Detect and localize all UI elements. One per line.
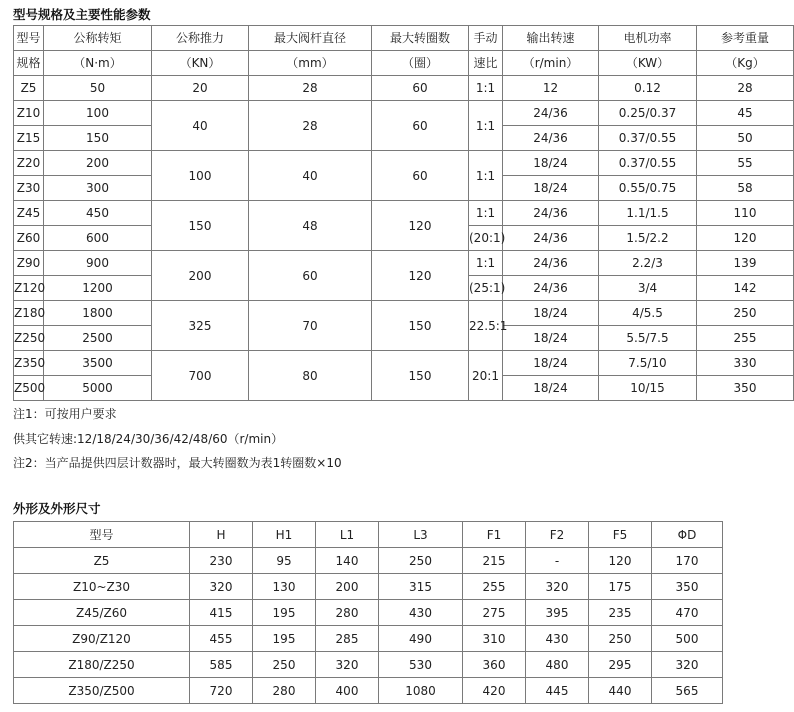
torque-cell: 1200 — [44, 276, 152, 301]
dims-cell: Z5 — [14, 548, 190, 574]
weight-cell: 255 — [697, 326, 794, 351]
table-row — [14, 201, 794, 226]
dims-cell: 250 — [379, 548, 463, 574]
dims-cell: 350 — [652, 574, 723, 600]
note-1: 注1：可按用户要求 — [13, 407, 117, 421]
dims-cell: 195 — [253, 626, 316, 652]
weight-cell: 28 — [697, 76, 794, 101]
dims-cell: 565 — [652, 678, 723, 704]
stem-cell: 28 — [249, 101, 372, 151]
speed-cell: 18/24 — [503, 176, 599, 201]
stem-cell: 80 — [249, 351, 372, 401]
torque-cell: 200 — [44, 151, 152, 176]
dims-table — [13, 521, 723, 704]
speed-cell: 12 — [503, 76, 599, 101]
power-cell: 0.25/0.37 — [599, 101, 697, 126]
speed-cell: 18/24 — [503, 376, 599, 401]
thrust-cell: 40 — [152, 101, 249, 151]
ratio-cell: 1:1 — [469, 76, 503, 101]
model-cell: Z120 — [14, 276, 44, 301]
dims-cell: 320 — [190, 574, 253, 600]
dims-cell: 400 — [316, 678, 379, 704]
dims-cell: Z45/Z60 — [14, 600, 190, 626]
header-turns-unit: （圈） — [372, 51, 469, 76]
spec-table — [13, 25, 794, 401]
dims-cell: 310 — [463, 626, 526, 652]
model-cell: Z250 — [14, 326, 44, 351]
power-cell: 1.1/1.5 — [599, 201, 697, 226]
thrust-cell: 325 — [152, 301, 249, 351]
dims-cell: 455 — [190, 626, 253, 652]
ratio-cell: 1:1 — [469, 151, 503, 201]
power-cell: 0.37/0.55 — [599, 151, 697, 176]
header-power: 电机功率 — [599, 26, 697, 51]
weight-cell: 250 — [697, 301, 794, 326]
dims-cell: 140 — [316, 548, 379, 574]
turns-cell: 150 — [372, 351, 469, 401]
dims-cell: 170 — [652, 548, 723, 574]
model-cell: Z45 — [14, 201, 44, 226]
spec-header-row-2 — [14, 51, 794, 76]
turns-cell: 150 — [372, 301, 469, 351]
dims-cell: 175 — [589, 574, 652, 600]
stem-cell: 28 — [249, 76, 372, 101]
dims-cell: 445 — [526, 678, 589, 704]
header-weight: 参考重量 — [697, 26, 794, 51]
dims-cell: 250 — [253, 652, 316, 678]
thrust-cell: 100 — [152, 151, 249, 201]
torque-cell: 450 — [44, 201, 152, 226]
header-weight-unit: （Kg） — [697, 51, 794, 76]
header-speed-unit: （r/min） — [503, 51, 599, 76]
speed-cell: 24/36 — [503, 276, 599, 301]
dims-cell: - — [526, 548, 589, 574]
power-cell: 0.55/0.75 — [599, 176, 697, 201]
thrust-cell: 150 — [152, 201, 249, 251]
model-cell: Z350 — [14, 351, 44, 376]
dims-cell: 280 — [316, 600, 379, 626]
dims-cell: 315 — [379, 574, 463, 600]
stem-cell: 40 — [249, 151, 372, 201]
power-cell: 7.5/10 — [599, 351, 697, 376]
model-cell: Z20 — [14, 151, 44, 176]
torque-cell: 3500 — [44, 351, 152, 376]
speed-cell: 18/24 — [503, 151, 599, 176]
power-cell: 0.12 — [599, 76, 697, 101]
table-row — [14, 574, 723, 600]
dims-cell: 120 — [589, 548, 652, 574]
dims-header-l3: L3 — [379, 522, 463, 548]
power-cell: 3/4 — [599, 276, 697, 301]
weight-cell: 139 — [697, 251, 794, 276]
table-row — [14, 351, 794, 376]
model-cell: Z10 — [14, 101, 44, 126]
stem-cell: 48 — [249, 201, 372, 251]
dims-cell: 255 — [463, 574, 526, 600]
thrust-cell: 20 — [152, 76, 249, 101]
dims-cell: Z90/Z120 — [14, 626, 190, 652]
speed-cell: 18/24 — [503, 301, 599, 326]
turns-cell: 60 — [372, 76, 469, 101]
dims-cell: 420 — [463, 678, 526, 704]
dims-cell: 415 — [190, 600, 253, 626]
model-cell: Z500 — [14, 376, 44, 401]
dims-cell: 1080 — [379, 678, 463, 704]
spec-header-row-1 — [14, 26, 794, 51]
power-cell: 4/5.5 — [599, 301, 697, 326]
header-stem: 最大阀杆直径 — [249, 26, 372, 51]
dims-header-f5: F5 — [589, 522, 652, 548]
speed-cell: 24/36 — [503, 126, 599, 151]
header-model: 型号 — [14, 26, 44, 51]
dims-table-title: 外形及外形尺寸 — [13, 501, 101, 516]
model-cell: Z180 — [14, 301, 44, 326]
note-speeds: 供其它转速:12/18/24/30/36/42/48/60（r/min） — [13, 432, 284, 446]
torque-cell: 600 — [44, 226, 152, 251]
power-cell: 2.2/3 — [599, 251, 697, 276]
table-row — [14, 251, 794, 276]
weight-cell: 58 — [697, 176, 794, 201]
weight-cell: 330 — [697, 351, 794, 376]
dims-cell: 195 — [253, 600, 316, 626]
dims-header-model: 型号 — [14, 522, 190, 548]
dims-cell: 430 — [379, 600, 463, 626]
weight-cell: 142 — [697, 276, 794, 301]
speed-cell: 24/36 — [503, 101, 599, 126]
weight-cell: 110 — [697, 201, 794, 226]
stem-cell: 70 — [249, 301, 372, 351]
dims-cell: 95 — [253, 548, 316, 574]
dims-cell: 235 — [589, 600, 652, 626]
ratio-cell: 1:1 — [469, 251, 503, 276]
thrust-cell: 200 — [152, 251, 249, 301]
table-row — [14, 652, 723, 678]
header-speed: 输出转速 — [503, 26, 599, 51]
power-cell: 1.5/2.2 — [599, 226, 697, 251]
dims-header-row — [14, 522, 723, 548]
model-cell: Z90 — [14, 251, 44, 276]
dims-header-f2: F2 — [526, 522, 589, 548]
dims-cell: 530 — [379, 652, 463, 678]
torque-cell: 900 — [44, 251, 152, 276]
weight-cell: 55 — [697, 151, 794, 176]
header-thrust: 公称推力 — [152, 26, 249, 51]
turns-cell: 60 — [372, 151, 469, 201]
dims-cell: 320 — [316, 652, 379, 678]
dims-cell: 295 — [589, 652, 652, 678]
speed-cell: 24/36 — [503, 201, 599, 226]
dims-header-h: H — [190, 522, 253, 548]
torque-cell: 1800 — [44, 301, 152, 326]
dims-header-phid: ΦD — [652, 522, 723, 548]
header-stem-unit: （mm） — [249, 51, 372, 76]
dims-header-f1: F1 — [463, 522, 526, 548]
table-row — [14, 626, 723, 652]
table-row — [14, 301, 794, 326]
weight-cell: 50 — [697, 126, 794, 151]
ratio-cell: (20:1) — [469, 226, 503, 251]
dims-header-h1: H1 — [253, 522, 316, 548]
model-cell: Z15 — [14, 126, 44, 151]
dims-cell: 230 — [190, 548, 253, 574]
table-row — [14, 678, 723, 704]
weight-cell: 350 — [697, 376, 794, 401]
header-thrust-unit: （KN） — [152, 51, 249, 76]
torque-cell: 5000 — [44, 376, 152, 401]
dims-cell: 130 — [253, 574, 316, 600]
table-row — [14, 101, 794, 126]
torque-cell: 150 — [44, 126, 152, 151]
power-cell: 5.5/7.5 — [599, 326, 697, 351]
speed-cell: 18/24 — [503, 351, 599, 376]
torque-cell: 50 — [44, 76, 152, 101]
dims-cell: 360 — [463, 652, 526, 678]
power-cell: 10/15 — [599, 376, 697, 401]
weight-cell: 120 — [697, 226, 794, 251]
speed-cell: 24/36 — [503, 226, 599, 251]
stem-cell: 60 — [249, 251, 372, 301]
header-turns: 最大转圈数 — [372, 26, 469, 51]
dims-cell: 490 — [379, 626, 463, 652]
ratio-cell: 20:1 — [469, 351, 503, 401]
dims-cell: 215 — [463, 548, 526, 574]
header-torque-unit: （N·m） — [44, 51, 152, 76]
header-power-unit: （KW） — [599, 51, 697, 76]
dims-cell: Z350/Z500 — [14, 678, 190, 704]
thrust-cell: 700 — [152, 351, 249, 401]
model-cell: Z30 — [14, 176, 44, 201]
dims-cell: 275 — [463, 600, 526, 626]
speed-cell: 24/36 — [503, 251, 599, 276]
spec-table-title: 型号规格及主要性能参数 — [13, 7, 151, 22]
dims-cell: 395 — [526, 600, 589, 626]
power-cell: 0.37/0.55 — [599, 126, 697, 151]
dims-cell: 720 — [190, 678, 253, 704]
dims-cell: 200 — [316, 574, 379, 600]
model-cell: Z60 — [14, 226, 44, 251]
table-row — [14, 548, 723, 574]
header-model-unit: 规格 — [14, 51, 44, 76]
ratio-cell: 22.5:1 — [469, 301, 503, 351]
table-row — [14, 151, 794, 176]
dims-cell: 250 — [589, 626, 652, 652]
note-2: 注2：当产品提供四层计数器时，最大转圈数为表1转圈数×10 — [13, 456, 342, 470]
weight-cell: 45 — [697, 101, 794, 126]
dims-cell: 320 — [526, 574, 589, 600]
dims-cell: Z180/Z250 — [14, 652, 190, 678]
ratio-cell: (25:1) — [469, 276, 503, 301]
table-row — [14, 600, 723, 626]
header-ratio-unit: 速比 — [469, 51, 503, 76]
dims-cell: Z10~Z30 — [14, 574, 190, 600]
dims-cell: 285 — [316, 626, 379, 652]
turns-cell: 60 — [372, 101, 469, 151]
dims-cell: 320 — [652, 652, 723, 678]
ratio-cell: 1:1 — [469, 201, 503, 226]
dims-cell: 440 — [589, 678, 652, 704]
torque-cell: 2500 — [44, 326, 152, 351]
dims-cell: 500 — [652, 626, 723, 652]
torque-cell: 300 — [44, 176, 152, 201]
dims-cell: 280 — [253, 678, 316, 704]
speed-cell: 18/24 — [503, 326, 599, 351]
dims-cell: 585 — [190, 652, 253, 678]
header-torque: 公称转矩 — [44, 26, 152, 51]
table-row — [14, 76, 794, 101]
turns-cell: 120 — [372, 201, 469, 251]
dims-cell: 430 — [526, 626, 589, 652]
turns-cell: 120 — [372, 251, 469, 301]
ratio-cell: 1:1 — [469, 101, 503, 151]
dims-cell: 480 — [526, 652, 589, 678]
dims-cell: 470 — [652, 600, 723, 626]
header-ratio: 手动 — [469, 26, 503, 51]
dims-header-l1: L1 — [316, 522, 379, 548]
torque-cell: 100 — [44, 101, 152, 126]
model-cell: Z5 — [14, 76, 44, 101]
